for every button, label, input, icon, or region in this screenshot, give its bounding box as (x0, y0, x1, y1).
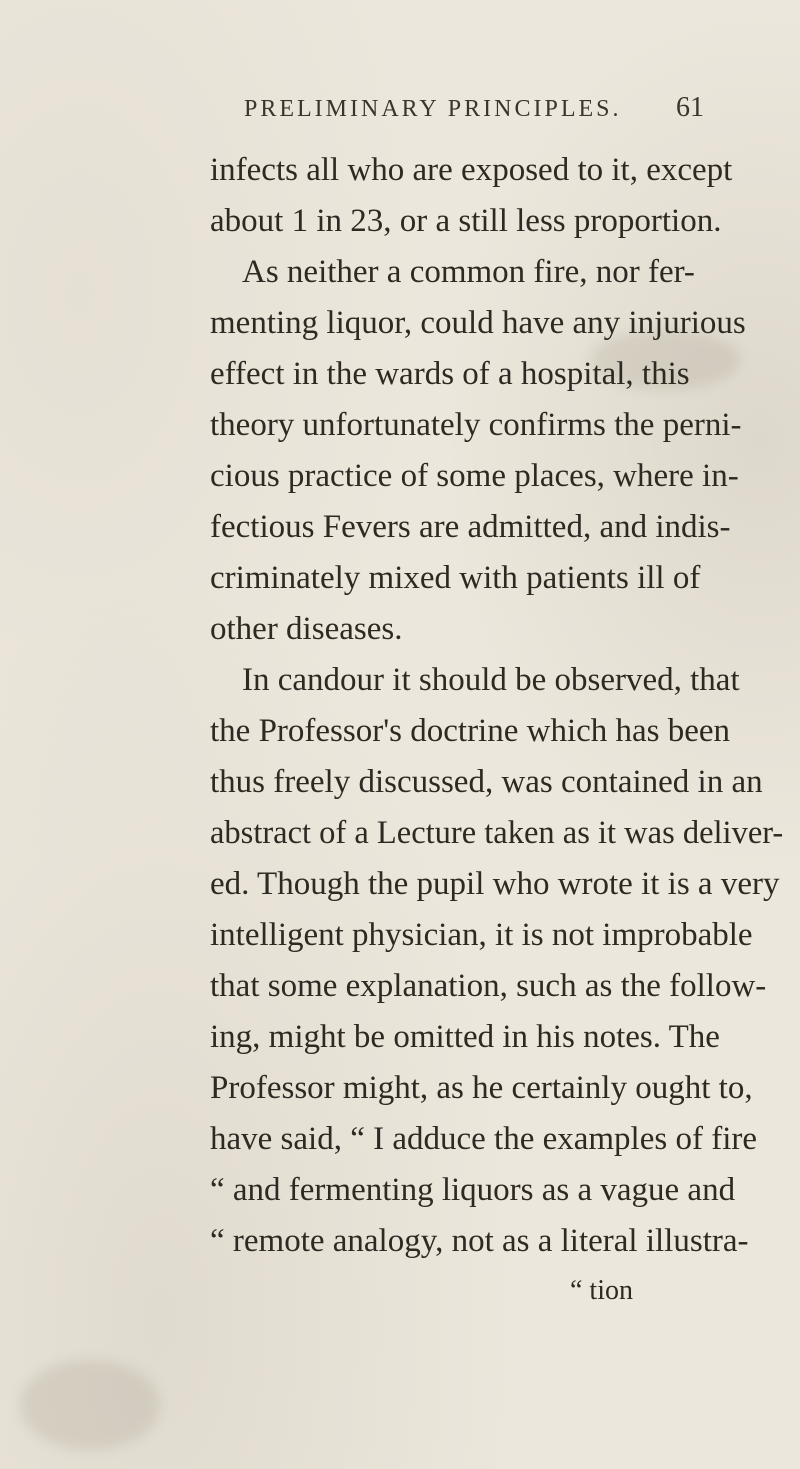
text-line: Professor might, as he certainly ought to, (210, 1070, 753, 1106)
running-head: PRELIMINARY PRINCIPLES. (244, 96, 622, 122)
text-line: have said, “ I adduce the examples of fire (210, 1121, 757, 1157)
text-line: In candour it should be observed, that (242, 662, 740, 698)
text-line: the Professor's doctrine which has been (210, 713, 731, 749)
text-line: ing, might be omitted in his notes. The (210, 1019, 720, 1055)
text-line: infects all who are exposed to it, except (210, 152, 733, 188)
text-line: cious practice of some places, where in- (210, 458, 739, 494)
text-line: other diseases. (210, 611, 403, 647)
text-line: theory unfortunately confirms the perni- (210, 407, 742, 443)
text-line: thus freely discussed, was contained in an (210, 764, 763, 800)
catchword: “ tion (570, 1275, 633, 1306)
text-line: effect in the wards of a hospital, this (210, 356, 690, 392)
text-line: that some explanation, such as the follow- (210, 968, 767, 1004)
text-line: intelligent physician, it is not improbable (210, 917, 753, 953)
text-line: As neither a common fire, nor fer- (242, 254, 695, 290)
text-line: fectious Fevers are admitted, and indis- (210, 509, 731, 545)
text-line: “ remote analogy, not as a literal illustra- (210, 1223, 749, 1259)
text-line: criminately mixed with patients ill of (210, 560, 701, 596)
text-line: “ and fermenting liquors as a vague and (210, 1172, 736, 1208)
text-line: menting liquor, could have any injurious (210, 305, 746, 341)
text-line: about 1 in 23, or a still less proportion. (210, 203, 722, 239)
page-number: 61 (676, 92, 704, 123)
text-line: abstract of a Lecture taken as it was deliver- (210, 815, 784, 851)
text-line: ed. Though the pupil who wrote it is a very (210, 866, 780, 902)
